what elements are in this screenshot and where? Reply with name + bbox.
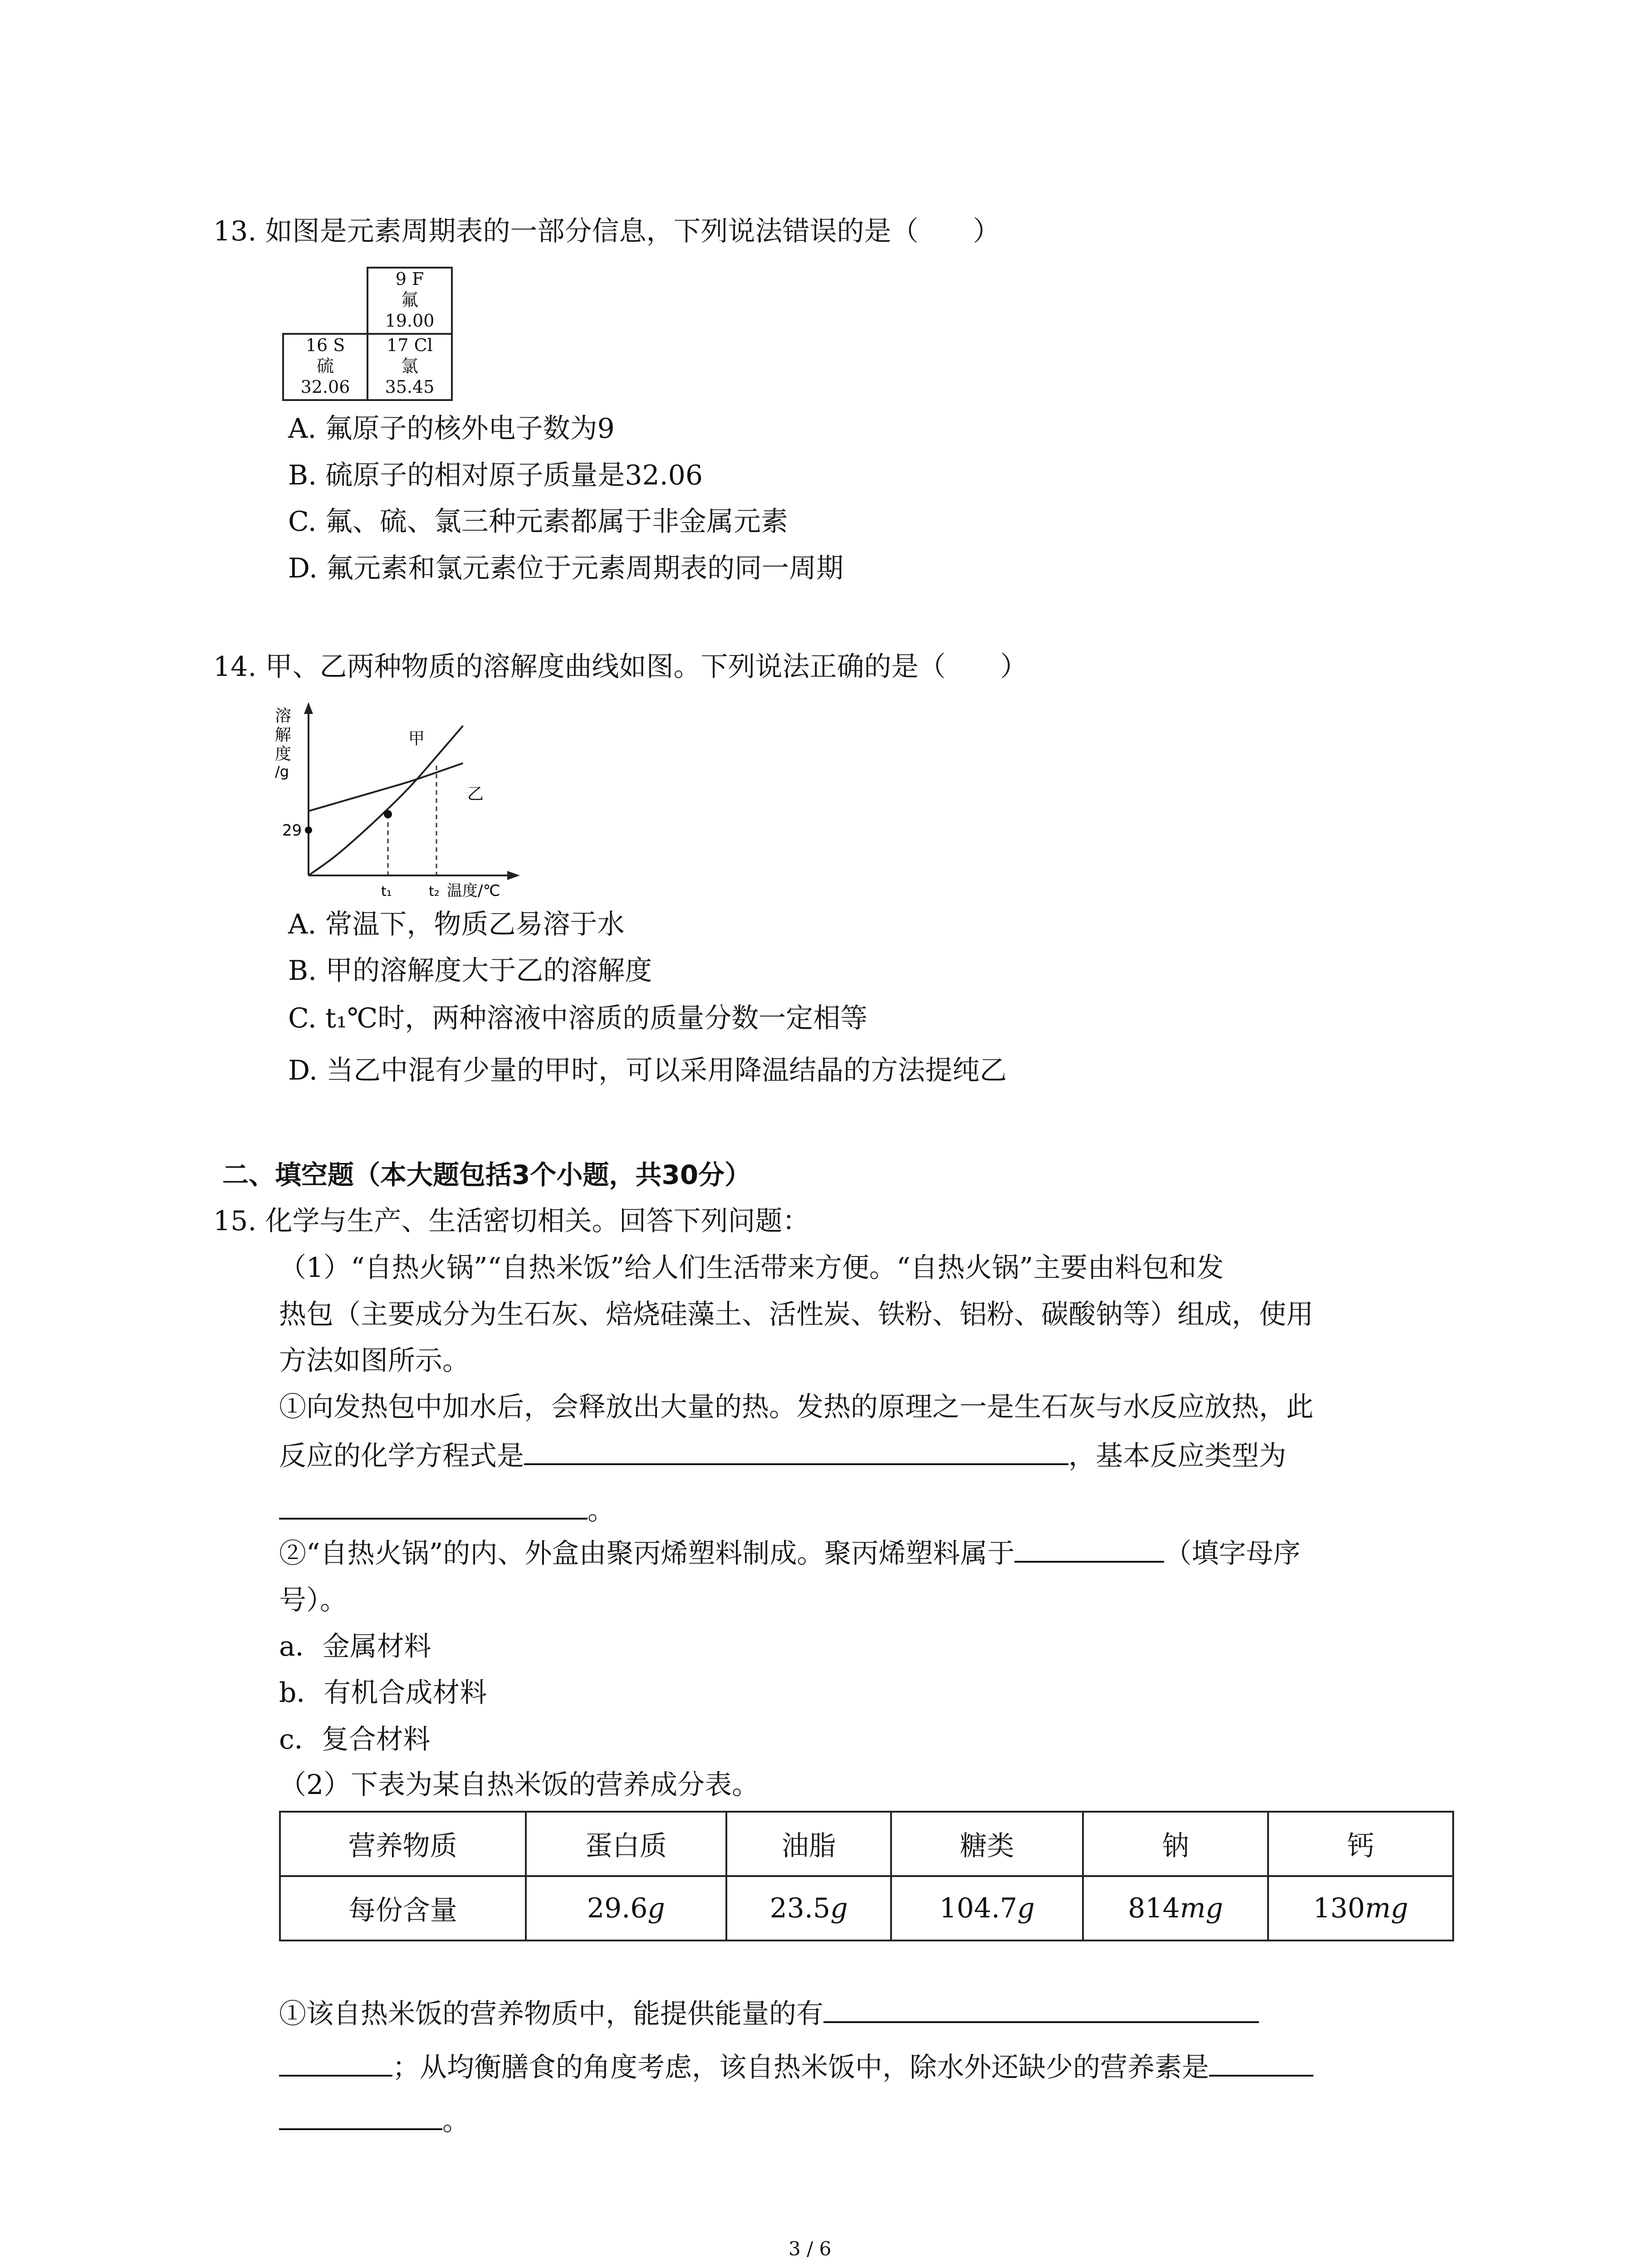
q13-option-a: A. 氟原子的核外电子数为9 <box>288 413 615 445</box>
q15-sub3-line1 <box>279 1996 1259 2032</box>
q15-part1-line2: 热包（主要成分为生石灰、焙烧硅藻土、活性炭、铁粉、铝粉、碳酸钠等）组成，使用 <box>279 1299 1313 1330</box>
table-cell <box>726 1876 891 1941</box>
series-line-jia <box>309 726 463 875</box>
table-cell <box>1268 1876 1453 1941</box>
q15-sub3-line3 <box>279 2103 470 2139</box>
table-header-cell: 蛋白质 <box>526 1812 727 1876</box>
value-unit: g <box>1017 1892 1035 1924</box>
equation-answer-blank[interactable] <box>524 1438 1068 1465</box>
table-header-cell: 钠 <box>1083 1812 1268 1876</box>
q14-option-a: A. 常温下，物质乙易溶于水 <box>288 909 625 940</box>
nutrition-table <box>279 1811 1454 1941</box>
chart-ylabel-1: 溶 <box>275 707 292 725</box>
q15-stem: 15. 化学与生产、生活密切相关。回答下列问题： <box>213 1205 810 1237</box>
table-header-row <box>280 1812 1453 1876</box>
choice-a: a．金属材料 <box>279 1631 431 1662</box>
choice-c: c．复合材料 <box>279 1724 431 1755</box>
y-tick-29: 29 <box>282 821 302 840</box>
q13-stem: 13. 如图是元素周期表的一部分信息，下列说法错误的是（ ） <box>213 215 1000 247</box>
chlorine-name: 氯 <box>401 356 418 376</box>
sulfur-number-symbol: 16 S <box>305 335 345 355</box>
q15-sub2-line1 <box>279 1535 1300 1572</box>
y-axis-arrow <box>304 702 313 714</box>
q15-sub1-line3 <box>279 1492 615 1529</box>
fluorine-mass: 19.00 <box>385 311 435 331</box>
q13-option-d: D. 氟元素和氯元素位于元素周期表的同一周期 <box>288 552 844 584</box>
sulfur-mass: 32.06 <box>300 377 350 397</box>
fluorine-name: 氟 <box>401 290 418 310</box>
section-2-title: 二、填空题（本大题包括3个小题，共30分） <box>222 1159 751 1190</box>
table-header-cell: 钙 <box>1268 1812 1453 1876</box>
value-number: 23.5 <box>769 1892 831 1924</box>
value-unit: g <box>830 1892 848 1924</box>
value-unit: g <box>647 1892 665 1924</box>
series-line-yi <box>309 763 463 811</box>
q15-sub3-line2 <box>279 2049 1313 2086</box>
x-tick-t1: t₁ <box>381 884 392 898</box>
chlorine-number-symbol: 17 Cl <box>387 335 433 355</box>
choice-b: b．有机合成材料 <box>279 1677 487 1709</box>
value-number: 130 <box>1313 1892 1365 1924</box>
table-cell <box>1083 1876 1268 1941</box>
series-label-jia: 甲 <box>408 729 425 748</box>
q15-sub3-line3-end: 。 <box>442 2105 470 2137</box>
table-header-cell: 营养物质 <box>280 1812 526 1876</box>
intersection-point <box>384 810 392 818</box>
q15-sub1-line3-end: 。 <box>588 1495 615 1526</box>
table-cell <box>891 1876 1083 1941</box>
x-tick-t2: t₂ <box>429 884 440 898</box>
table-row <box>280 1876 1453 1941</box>
q14-option-b: B. 甲的溶解度大于乙的溶解度 <box>288 955 652 987</box>
energy-nutrients-answer-blank[interactable] <box>823 1996 1259 2023</box>
periodic-cell-chlorine <box>367 333 453 401</box>
table-cell <box>526 1876 727 1941</box>
q13-option-c: C. 氟、硫、氯三种元素都属于非金属元素 <box>288 506 788 538</box>
chart-xlabel: 温度/℃ <box>447 882 500 898</box>
q15-sub2-line2: 号）。 <box>279 1584 347 1616</box>
series-label-yi: 乙 <box>467 785 484 803</box>
q15-sub2-line1-text-b: （填字母序 <box>1164 1538 1301 1569</box>
sulfur-name: 硫 <box>316 356 334 376</box>
value-number: 104.7 <box>939 1892 1018 1924</box>
chart-ylabel-3: 度 <box>275 745 292 763</box>
q15-sub1-line2 <box>279 1438 1286 1474</box>
periodic-cell-sulfur <box>282 333 368 401</box>
chart-ylabel-4: /g <box>275 763 289 780</box>
q13-option-b: B. 硫原子的相对原子质量是32.06 <box>288 459 703 491</box>
q15-part1-line3: 方法如图所示。 <box>279 1345 470 1377</box>
value-number: 29.6 <box>587 1892 648 1924</box>
q15-part2-intro: （2）下表为某自热米饭的营养成分表。 <box>279 1769 759 1801</box>
page-number: 3 / 6 <box>789 2238 832 2260</box>
q14-option-c: C. t₁℃时，两种溶液中溶质的质量分数一定相等 <box>288 1002 868 1034</box>
fluorine-number-symbol: 9 F <box>395 269 424 289</box>
q14-stem: 14. 甲、乙两种物质的溶解度曲线如图。下列说法正确的是（ ） <box>213 651 1028 683</box>
reaction-type-answer-blank[interactable] <box>279 1492 588 1520</box>
chart-ylabel-2: 解 <box>275 726 292 744</box>
table-header-cell: 糖类 <box>891 1812 1083 1876</box>
q15-sub1-line1: ①向发热包中加水后，会释放出大量的热。发热的原理之一是生石灰与水反应放热，此 <box>279 1391 1313 1423</box>
x-axis-arrow <box>507 871 520 880</box>
missing-nutrient-answer-blank-continued[interactable] <box>279 2103 442 2130</box>
value-unit: mg <box>1180 1892 1223 1924</box>
q15-part1-line1: （1）“自热火锅”“自热米饭”给人们生活带来方便。“自热火锅”主要由料包和发 <box>279 1252 1224 1284</box>
solubility-chart <box>272 699 526 898</box>
q15-sub3-line1-text: ①该自热米饭的营养物质中，能提供能量的有 <box>279 1998 823 2030</box>
periodic-cell-fluorine <box>367 267 453 335</box>
table-row-label: 每份含量 <box>280 1876 526 1941</box>
chlorine-mass: 35.45 <box>385 377 435 397</box>
missing-nutrient-answer-blank[interactable] <box>1209 2049 1313 2077</box>
q15-sub3-line2-text: ；从均衡膳食的角度考虑，该自热米饭中，除水外还缺少的营养素是 <box>392 2052 1209 2083</box>
value-unit: mg <box>1365 1892 1408 1924</box>
value-number: 814 <box>1128 1892 1180 1924</box>
table-header-cell: 油脂 <box>726 1812 891 1876</box>
q15-sub1-line2-text-a: 反应的化学方程式是 <box>279 1440 524 1472</box>
y-29-point <box>305 826 312 834</box>
material-answer-blank[interactable] <box>1014 1535 1164 1563</box>
energy-nutrients-answer-blank-continued[interactable] <box>279 2049 392 2077</box>
q15-sub2-line1-text-a: ②“自热火锅”的内、外盒由聚丙烯塑料制成。聚丙烯塑料属于 <box>279 1538 1015 1569</box>
q14-option-d: D. 当乙中混有少量的甲时，可以采用降温结晶的方法提纯乙 <box>288 1055 1007 1086</box>
q15-sub1-line2-text-b: ，基本反应类型为 <box>1068 1440 1286 1472</box>
